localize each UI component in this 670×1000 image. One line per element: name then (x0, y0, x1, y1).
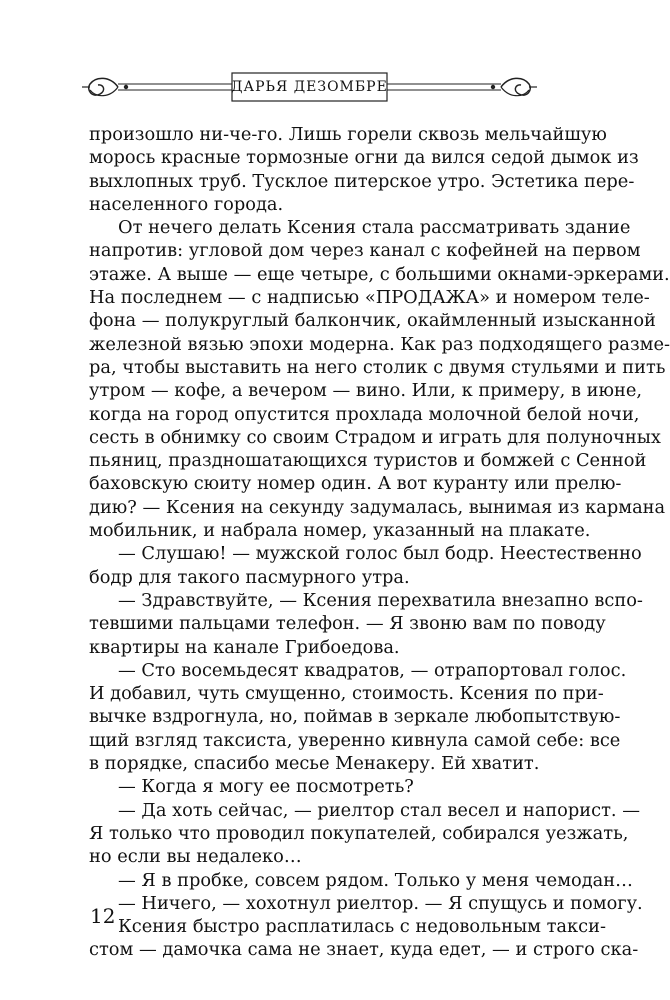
text-line: напротив: угловой дом через канал с кофейней на первом (89, 240, 641, 262)
text-line: На последнем — с надписью «ПРОДАЖА» и номером теле- (89, 287, 650, 309)
text-line: мобильник, и набрала номер, указанный на плакате. (89, 520, 591, 542)
text-line: произошло ни-че-го. Лишь горели сквозь мельчайшую (89, 124, 607, 145)
body-text (89, 123, 670, 962)
text-line: щий взгляд таксиста, уверенно кивнула самой себе: все (89, 729, 621, 751)
text-line: утром — кофе, а вечером — вино. Или, к примеру, в июне, (89, 380, 642, 402)
text-line: но если вы недалеко… (89, 846, 302, 868)
text-line: — Здравствуйте, — Ксения перехватила внезапно вспо- (118, 589, 643, 611)
text-line: вычке вздрогнула, но, поймав в зеркале любопытствую- (89, 706, 621, 728)
text-line: населенного города. (89, 193, 284, 215)
text-line: Ксения быстро расплатилась с недовольным такси- (118, 916, 606, 938)
text-line: баховскую сюиту номер один. А вот куранту или прелю- (89, 473, 622, 495)
running-head-title: ДАРЬЯ ДЕЗОМБРЕ (231, 79, 388, 95)
text-line: в порядке, спасибо месье Менакеру. Ей хватит. (89, 753, 540, 775)
text-line: квартиры на канале Грибоедова. (89, 636, 400, 658)
text-line: — Когда я могу ее посмотреть? (118, 776, 414, 798)
text-line: пьяниц, праздношатающихся туристов и бомжей с Сенной (89, 450, 647, 472)
text-line: ра, чтобы выставить на него столик с двумя стульями и пить (89, 356, 666, 378)
text-line: — Сто восемьдесят квадратов, — отрапортовал голос. (118, 659, 627, 681)
text-line: — Слушаю! — мужской голос был бодр. Неестественно (118, 543, 642, 565)
text-line: фона — полукруглый балкончик, окаймленный изысканной (89, 310, 656, 332)
text-line: железной вязью эпохи модерна. Как раз подходящего разме- (89, 333, 670, 355)
text-line: Я только что проводил покупателей, собирался уезжать, (89, 822, 629, 844)
page-number: 12 (90, 904, 116, 928)
text-line: этаже. А выше — еще четыре, с большими окнами-эркерами. (89, 263, 670, 285)
text-line: тевшими пальцами телефон. — Я звоню вам по поводу (89, 613, 606, 635)
text-line: сесть в обнимку со своим Страдом и играть для полуночных (89, 426, 661, 448)
text-line: — Я в пробке, совсем рядом. Только у меня чемодан… (118, 869, 633, 891)
text-line: — Да хоть сейчас, — риелтор стал весел и напорист. — (118, 799, 640, 821)
text-line: когда на город опустится прохлада молочной белой ночи, (89, 403, 640, 425)
text-line: дию? — Ксения на секунду задумалась, вынимая из кармана (89, 496, 666, 518)
text-line: стом — дамочка сама не знает, куда едет, — и строго ска- (89, 939, 639, 961)
text-line: выхлопных труб. Тусклое питерское утро. Эстетика пере- (89, 170, 635, 192)
text-line: морось красные тормозные огни да вился седой дымок из (89, 147, 639, 169)
text-line: бодр для такого пасмурного утра. (89, 566, 410, 588)
text-line: — Ничего, — хохотнул риелтор. — Я спущусь и помогу. (118, 892, 643, 914)
text-line: От нечего делать Ксения стала рассматривать здание (118, 217, 631, 239)
running-head-ornament (82, 70, 537, 106)
text-line: И добавил, чуть смущенно, стоимость. Ксения по при- (89, 683, 604, 705)
